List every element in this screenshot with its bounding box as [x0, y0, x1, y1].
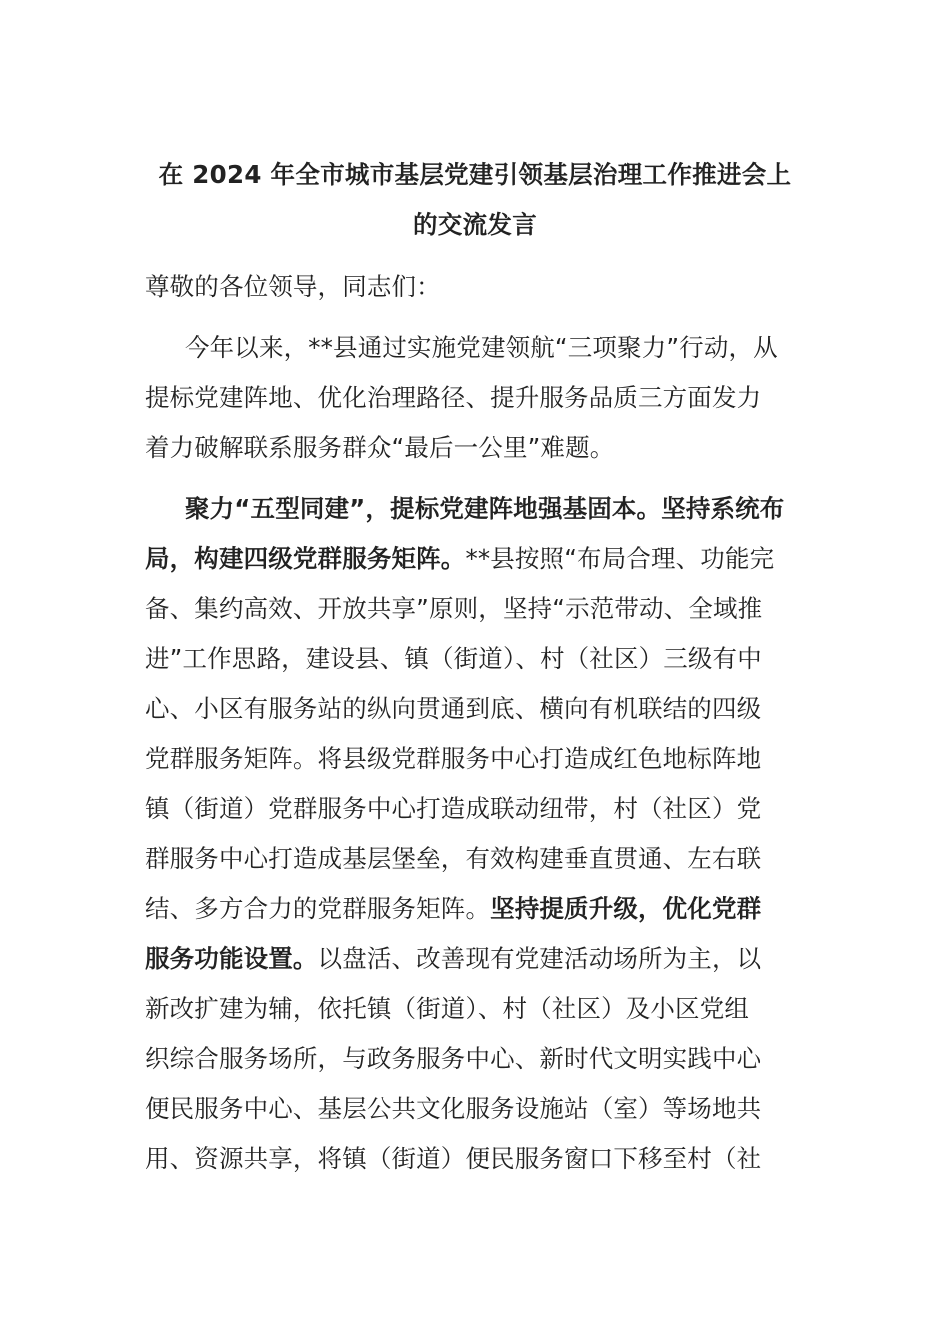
paragraph-line [145, 884, 805, 934]
body-segment: **县按照“布局合理、功能完 [465, 544, 775, 573]
paragraph-line: 用、资源共享，将镇（街道）便民服务窗口下移至村（社 [145, 1144, 762, 1173]
paragraph-section-1 [145, 484, 805, 1184]
paragraph-line: 群服务中心打造成基层堡垒，有效构建垂直贯通、左右联 [145, 844, 762, 873]
sub-heading: 服务功能设置。 [145, 944, 318, 973]
paragraph-line [145, 934, 805, 984]
paragraph-line: 着力破解联系服务群众“最后一公里”难题。 [145, 433, 615, 462]
paragraph-line: 镇（街道）党群服务中心打造成联动纽带，村（社区）党 [145, 794, 762, 823]
paragraph-line [145, 484, 805, 534]
paragraph-line: 备、集约高效、开放共享”原则，坚持“示范带动、全域推 [145, 594, 763, 623]
paragraph-line: 提标党建阵地、优化治理路径、提升服务品质三方面发力 [145, 383, 762, 412]
salutation [145, 262, 805, 312]
sub-heading: 坚持提质升级，优化党群 [490, 894, 762, 923]
paragraph-line: 便民服务中心、基层公共文化服务设施站（室）等场地共 [145, 1094, 762, 1123]
body-segment: 结、多方合力的党群服务矩阵。 [145, 894, 491, 923]
title-line-1: 在 2024 年全市城市基层党建引领基层治理工作推进会上 [158, 160, 792, 189]
paragraph-line [145, 534, 805, 584]
title-line-2: 的交流发言 [413, 210, 537, 239]
document-title [145, 150, 805, 250]
paragraph-line: 织综合服务场所，与政务服务中心、新时代文明实践中心 [145, 1044, 762, 1073]
section-heading: 聚力“五型同建”，提标党建阵地强基固本。坚持系统布 [185, 494, 785, 523]
paragraph-line: 新改扩建为辅，依托镇（街道）、村（社区）及小区党组 [145, 994, 749, 1023]
paragraph-line: 心、小区有服务站的纵向贯通到底、横向有机联结的四级 [145, 694, 762, 723]
paragraph-line: 今年以来，**县通过实施党建领航“三项聚力”行动，从 [185, 333, 778, 362]
paragraph-line: 进”工作思路，建设县、镇（街道）、村（社区）三级有中 [145, 644, 762, 673]
salutation-text: 尊敬的各位领导，同志们： [145, 272, 441, 301]
paragraph-intro [145, 323, 805, 473]
body-segment: 以盘活、改善现有党建活动场所为主，以 [317, 944, 762, 973]
sub-heading: 局，构建四级党群服务矩阵。 [145, 544, 466, 573]
paragraph-line: 党群服务矩阵。将县级党群服务中心打造成红色地标阵地 [145, 744, 762, 773]
